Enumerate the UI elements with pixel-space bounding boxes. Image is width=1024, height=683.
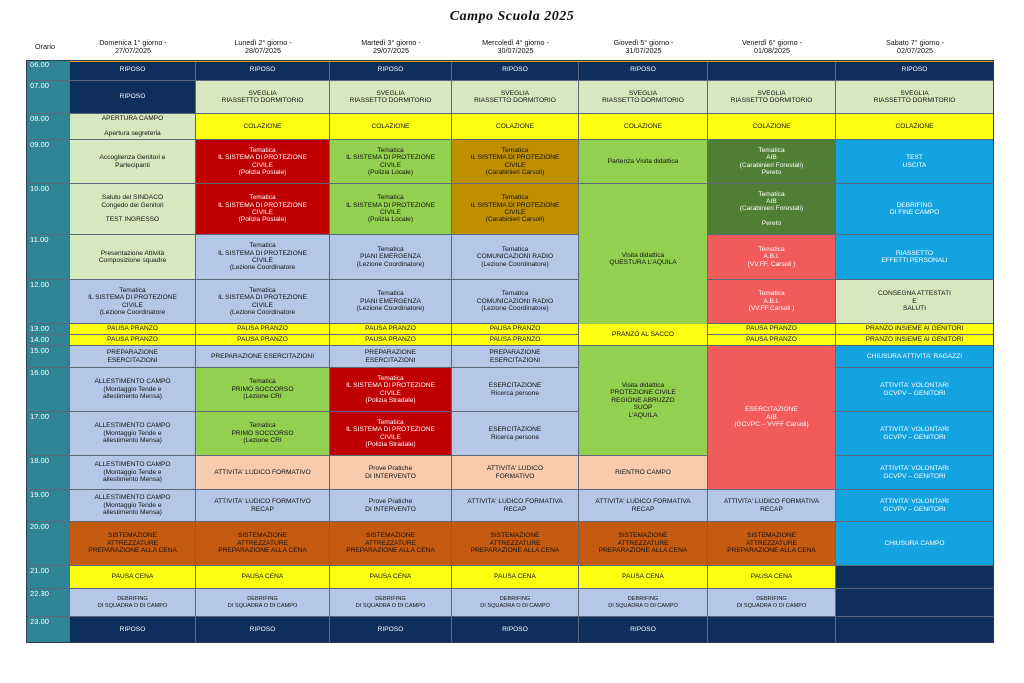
schedule-cell (579, 140, 708, 184)
time-slot (26, 60, 70, 81)
schedule-cell (452, 589, 579, 617)
activity-text: SVEGLIA RIASSETTO DORMITORIO (221, 89, 304, 104)
time-slot (26, 368, 70, 412)
activity-text: PRANZO INSIEME AI GENITORI (865, 325, 964, 333)
activity-text: SISTEMAZIONE ATTREZZATURE PREPARAZIONE ALLA CENA (727, 532, 816, 555)
time-label: 12.00 (30, 280, 50, 289)
schedule-cell (579, 324, 708, 346)
activity-text: RIPOSO (377, 66, 404, 74)
activity-text: PRANZO INSIEME AI GENITORI (865, 336, 964, 344)
schedule-cell (196, 280, 330, 324)
schedule-cell (452, 368, 579, 412)
schedule-cell (836, 346, 994, 368)
activity-text: RIPOSO (630, 66, 656, 74)
schedule-cell (196, 114, 330, 140)
activity-text: PAUSA PRANZO (237, 336, 288, 344)
activity-text: SVEGLIA RIASSETTO DORMITORIO (730, 89, 813, 104)
activity-text: PAUSA PRANZO (365, 325, 416, 333)
schedule-cell (836, 324, 994, 335)
activity-text: RIPOSO (377, 625, 404, 633)
schedule-cell (452, 346, 579, 368)
schedule-cell (330, 346, 452, 368)
column-header-label: Sabato 7° giorno - 02/07/2025 (885, 37, 945, 55)
schedule-cell (70, 346, 196, 368)
activity-text: ALLESTIMENTO CAMPO (Montaggio Tende e allestimento Mensa) (94, 422, 171, 445)
activity-text: Tematica IL SISTEMA DI PROTEZIONE CIVILE (Polizia Locale) (346, 194, 435, 224)
activity-text: PAUSA PRANZO (237, 325, 288, 333)
schedule-cell (196, 412, 330, 456)
activity-text: Tematica AIB (Carabinieri Forestali) Pereto (739, 146, 804, 176)
schedule-cell (708, 346, 836, 490)
time-label: 08.00 (30, 114, 50, 123)
column-header-label: Martedì 3° giorno - 29/07/2025 (361, 37, 421, 55)
activity-text: TEST USCITA (902, 154, 927, 169)
activity-text: PAUSA CENA (750, 573, 793, 581)
schedule-cell (836, 456, 994, 490)
schedule-cell (196, 335, 330, 346)
schedule-cell (452, 184, 579, 235)
activity-text: SVEGLIA RIASSETTO DORMITORIO (873, 89, 956, 104)
activity-text: PAUSA CENA (111, 573, 154, 581)
activity-text: ATTIVITA' VOLONTARI GCVPV – GENITORI (880, 498, 949, 513)
column-header-label: Venerdì 6° giorno - 01/08/2025 (741, 37, 802, 55)
schedule-cell (330, 589, 452, 617)
activity-text: Tematica IL SISTEMA DI PROTEZIONE CIVILE (Carabinieri Carsoli) (470, 146, 560, 176)
schedule-cell (196, 235, 330, 280)
time-slot (26, 589, 70, 617)
schedule-cell (452, 60, 579, 81)
schedule-cell (579, 184, 708, 335)
activity-text: ATTIVITA' LUDICO FORMATIVA RECAP (595, 498, 691, 513)
schedule-cell (452, 280, 579, 324)
schedule-cell (708, 490, 836, 522)
activity-text: PAUSA CENA (241, 573, 284, 581)
schedule-cell (70, 335, 196, 346)
activity-text: PAUSA PRANZO (365, 336, 416, 344)
schedule-cell (836, 60, 994, 81)
schedule-cell (196, 81, 330, 114)
schedule-cell (836, 412, 994, 456)
schedule-cell (452, 490, 579, 522)
activity-text: Tematica COMUNICAZIONI RADIO (Lezione Coordinatore) (476, 290, 554, 313)
schedule-cell (836, 81, 994, 114)
schedule-cell (708, 60, 836, 81)
activity-text: RIPOSO (119, 93, 146, 101)
schedule-cell (196, 522, 330, 566)
activity-text: PREPARAZIONE ESERCITAZIONI (489, 349, 541, 364)
activity-text: APERTURA CAMPO Apertura segreteria (101, 115, 164, 138)
schedule-cell (452, 335, 579, 346)
activity-text: RIPOSO (630, 625, 656, 633)
schedule-cell (708, 140, 836, 184)
time-slot (26, 335, 70, 346)
activity-text: RIPOSO (119, 66, 146, 74)
activity-text: Tematica IL SISTEMA DI PROTEZIONE CIVILE (Polizia Locale) (346, 146, 435, 176)
schedule-cell (836, 522, 994, 566)
time-slot (26, 522, 70, 566)
activity-text: Tematica IL SISTEMA DI PROTEZIONE CIVILE (Polizia Stradale) (346, 418, 435, 448)
schedule-cell (836, 617, 994, 643)
activity-text: CHIUSURA ATTIVITA' RAGAZZI (866, 352, 963, 360)
activity-text: SISTEMAZIONE ATTREZZATURE PREPARAZIONE ALLA CENA (346, 532, 435, 555)
column-header-dom (70, 36, 196, 58)
schedule-cell (836, 566, 994, 589)
time-slot (26, 81, 70, 114)
schedule-cell (579, 617, 708, 643)
schedule-cell (196, 140, 330, 184)
activity-text: Tematica IL SISTEMA DI PROTEZIONE CIVILE (Lezione Coordinatore (218, 286, 307, 316)
time-label: 07.00 (30, 81, 50, 90)
activity-text: Accoglienza Genitori e Partecipanti (99, 154, 166, 169)
activity-text: PAUSA PRANZO (107, 325, 158, 333)
activity-text: Tematica IL SISTEMA DI PROTEZIONE CIVILE (Polizia Postale) (218, 194, 307, 224)
time-slot (26, 280, 70, 324)
activity-text: SVEGLIA RIASSETTO DORMITORIO (602, 89, 684, 104)
activity-text: Tematica IL SISTEMA DI PROTEZIONE CIVILE (Lezione Coordinatore (88, 286, 177, 316)
activity-text: ALLESTIMENTO CAMPO (Montaggio Tende e allestimento Mensa) (94, 461, 171, 484)
time-label: 09.00 (30, 140, 50, 149)
schedule-cell (330, 617, 452, 643)
activity-text: PAUSA CENA (369, 573, 412, 581)
activity-text: Tematica PIANI EMERGENZA (Lezione Coordinatore) (356, 290, 425, 313)
time-label: 17.00 (30, 412, 50, 421)
activity-text: DEBRIFING DI SQUADRA O DI CAMPO (227, 596, 298, 609)
activity-text: ATTIVITA' LUDICO FORMATIVA RECAP (723, 498, 820, 513)
activity-text: Tematica PRIMO SOCCORSO (Lezione CRI (231, 422, 294, 445)
column-header-mer (452, 36, 579, 58)
column-header-label: Mercoledì 4° giorno - 30/07/2025 (482, 37, 549, 55)
schedule-cell (579, 456, 708, 490)
activity-text: CHIUSURA CAMPO (884, 539, 945, 547)
schedule-cell (70, 490, 196, 522)
schedule-cell (196, 456, 330, 490)
schedule-cell (196, 60, 330, 81)
activity-text: PRANZO AL SACCO (611, 330, 675, 338)
schedule-cell (836, 368, 994, 412)
page-title: Campo Scuola 2025 (449, 9, 575, 24)
activity-text: SISTEMAZIONE ATTREZZATURE PREPARAZIONE ALLA CENA (470, 532, 560, 555)
time-label: 22.30 (30, 589, 50, 598)
schedule-cell (452, 324, 579, 335)
activity-text: PAUSA CENA (622, 573, 664, 581)
time-label: 11.00 (30, 235, 49, 244)
schedule-cell (836, 114, 994, 140)
activity-text: COLAZIONE (752, 122, 791, 130)
activity-text: DEBRIFING DI SQUADRA O DI CAMPO (736, 596, 807, 609)
time-slot (26, 490, 70, 522)
time-label: 18.00 (30, 456, 50, 465)
schedule-cell (196, 490, 330, 522)
schedule-cell (708, 81, 836, 114)
schedule-cell (836, 140, 994, 184)
schedule-cell (330, 280, 452, 324)
activity-text: Tematica PIANI EMERGENZA (Lezione Coordinatore) (356, 245, 425, 268)
activity-text: ATTIVITA' LUDICO FORMATIVO RECAP (214, 498, 311, 513)
activity-text: ESERCITAZIONE Ricerca persone (488, 382, 542, 397)
schedule-cell (70, 60, 196, 81)
schedule-cell (452, 412, 579, 456)
activity-text: DEBRIFING DI FINE CAMPO (889, 201, 940, 216)
activity-text: SVEGLIA RIASSETTO DORMITORIO (474, 89, 556, 104)
activity-text: Tematica IL SISTEMA DI PROTEZIONE CIVILE (Polizia Stradale) (346, 374, 435, 404)
activity-text: Partenza Visita didattica (607, 157, 679, 165)
schedule-cell (708, 280, 836, 324)
time-slot (26, 346, 70, 368)
activity-text: PAUSA PRANZO (746, 325, 797, 333)
schedule-cell (452, 566, 579, 589)
time-label: 15.00 (30, 346, 50, 355)
column-header-gio (579, 36, 708, 58)
schedule-cell (70, 589, 196, 617)
time-slot (26, 114, 70, 140)
time-slot (26, 412, 70, 456)
schedule-cell (579, 81, 708, 114)
activity-text: Tematica PRIMO SOCCORSO (Lezione CRI (231, 378, 294, 401)
schedule-cell (70, 412, 196, 456)
schedule-cell (196, 184, 330, 235)
column-header-label: Lunedì 2° giorno - 28/07/2025 (234, 37, 292, 55)
activity-text: DEBRIFING DI SQUADRA O DI CAMPO (480, 596, 550, 609)
schedule-cell (579, 114, 708, 140)
activity-text: Tematica IL SISTEMA DI PROTEZIONE CIVILE (Polizia Postale) (218, 146, 307, 176)
schedule-cell (70, 140, 196, 184)
schedule-cell (836, 335, 994, 346)
schedule-cell (330, 522, 452, 566)
schedule-cell (452, 140, 579, 184)
schedule-cell (452, 617, 579, 643)
activity-text: PREPARAZIONE ESERCITAZIONI (210, 352, 315, 360)
activity-text: RIPOSO (901, 66, 928, 74)
schedule-cell (836, 589, 994, 617)
activity-text: SISTEMAZIONE ATTREZZATURE PREPARAZIONE ALLA CENA (88, 532, 177, 555)
schedule-cell (708, 522, 836, 566)
activity-text: ATTIVITA' LUDICO FORMATIVA RECAP (467, 498, 563, 513)
activity-text: COLAZIONE (371, 122, 410, 130)
schedule-cell (196, 368, 330, 412)
column-header-sab (836, 36, 994, 58)
activity-text: ATTIVITA' LUDICO FORMATIVO (214, 468, 311, 476)
activity-text: ATTIVITA' VOLONTARI GCVPV – GENITORI (880, 382, 949, 397)
schedule-cell (330, 566, 452, 589)
activity-text: Presentazione Attività Composizione squadre (98, 249, 167, 264)
schedule-cell (196, 324, 330, 335)
time-label: 14.00 (30, 335, 50, 344)
schedule-cell (196, 617, 330, 643)
schedule-cell (70, 324, 196, 335)
activity-text: PAUSA CENA (494, 573, 536, 581)
schedule-cell (330, 324, 452, 335)
activity-text: SISTEMAZIONE ATTREZZATURE PREPARAZIONE ALLA CENA (218, 532, 307, 555)
schedule-cell (452, 456, 579, 490)
activity-text: COLAZIONE (243, 122, 282, 130)
schedule-cell (836, 235, 994, 280)
activity-text: Visita didattica PROTEZIONE CIVILE REGIONE ABRUZZO SUOP L'AQUILA (610, 382, 676, 419)
time-slot (26, 140, 70, 184)
column-header-label: Domenica 1° giorno - 27/07/2025 (99, 37, 167, 55)
time-label: 23.00 (30, 617, 50, 626)
column-header-mar (330, 36, 452, 58)
schedule-cell (836, 490, 994, 522)
activity-text: Tematica A.B.I. (VV.FF. Carsoli ) (747, 245, 796, 268)
activity-text: ALLESTIMENTO CAMPO (Montaggio Tende e allestimento Mensa) (94, 494, 171, 517)
activity-text: PREPARAZIONE ESERCITAZIONI (364, 349, 417, 364)
activity-text: PREPARAZIONE ESERCITAZIONI (106, 349, 159, 364)
column-header-label: Giovedì 5° giorno - 31/07/2025 (613, 37, 674, 55)
schedule-cell (452, 522, 579, 566)
schedule-cell (330, 412, 452, 456)
activity-text: COLAZIONE (495, 122, 535, 130)
time-slot (26, 324, 70, 335)
schedule-cell (708, 617, 836, 643)
schedule-cell (452, 81, 579, 114)
schedule-cell (708, 114, 836, 140)
schedule-cell (836, 280, 994, 324)
schedule-cell (452, 235, 579, 280)
activity-text: SVEGLIA RIASSETTO DORMITORIO (349, 89, 432, 104)
schedule-cell (330, 184, 452, 235)
activity-text: ATTIVITA' VOLONTARI GCVPV – GENITORI (880, 426, 949, 441)
schedule-cell (70, 114, 196, 140)
schedule-cell (452, 114, 579, 140)
activity-text: RIPOSO (249, 66, 276, 74)
activity-text: Prove Pratiche DI INTERVENTO (365, 498, 416, 513)
schedule-cell (196, 346, 330, 368)
activity-text: RIPOSO (249, 625, 276, 633)
activity-text: DEBRIFING DI SQUADRA O DI CAMPO (355, 596, 426, 609)
schedule-cell (70, 522, 196, 566)
schedule-cell (196, 589, 330, 617)
activity-text: ESERCITAZIONE Ricerca persone (488, 426, 542, 441)
top-accent-line (70, 60, 994, 62)
time-label: 19.00 (30, 490, 50, 499)
time-slot (26, 617, 70, 643)
activity-text: COLAZIONE (895, 122, 934, 130)
activity-text: RIPOSO (502, 625, 528, 633)
activity-text: Tematica AIB (Carabinieri Forestali) Pereto (739, 190, 804, 228)
activity-text: ESERCITAZIONE AIB (GCVPC – VVFF Carsoli) (734, 406, 809, 429)
schedule-cell (330, 490, 452, 522)
schedule-cell (579, 60, 708, 81)
time-slot (26, 566, 70, 589)
schedule-cell (330, 140, 452, 184)
time-label: 06.00 (30, 60, 50, 69)
schedule-cell (579, 490, 708, 522)
time-label: 13.00 (30, 324, 50, 333)
schedule-cell (196, 566, 330, 589)
activity-text: Tematica A.B.I. (VV.FF.Carsoli ) (748, 290, 795, 313)
activity-text: DEBRIFING DI SQUADRA O DI CAMPO (97, 596, 168, 609)
schedule-cell (70, 235, 196, 280)
time-label: 10.00 (30, 184, 50, 193)
schedule-cell (708, 589, 836, 617)
column-header-lun (196, 36, 330, 58)
schedule-cell (70, 617, 196, 643)
activity-text: ATTIVITA' VOLONTARI GCVPV – GENITORI (880, 465, 949, 480)
schedule-cell (70, 280, 196, 324)
schedule-cell (579, 522, 708, 566)
time-label: 20.00 (30, 522, 50, 531)
time-slot (26, 235, 70, 280)
activity-text: PAUSA PRANZO (489, 325, 541, 333)
time-slot (26, 184, 70, 235)
activity-text: PAUSA PRANZO (489, 336, 541, 344)
schedule-cell (708, 335, 836, 346)
activity-text: Tematica COMUNICAZIONI RADIO (Lezione Coordinatore) (476, 245, 554, 268)
schedule-cell (708, 566, 836, 589)
activity-text: RIPOSO (119, 625, 146, 633)
schedule-cell (330, 368, 452, 412)
schedule-cell (330, 81, 452, 114)
activity-text: DEBRIFING DI SQUADRA O DI CAMPO (608, 596, 678, 609)
activity-text: PAUSA PRANZO (746, 336, 797, 344)
schedule-cell (579, 566, 708, 589)
column-header-label: Orario (35, 41, 55, 51)
activity-text: RIASSETTO EFFETTI PERSONALI (881, 249, 948, 264)
schedule-cell (330, 235, 452, 280)
activity-text: ATTIVITA' LUDICO FORMATIVO (487, 465, 543, 480)
time-label: 16.00 (30, 368, 50, 377)
column-header-ven (708, 36, 836, 58)
activity-text: Prove Pratiche DI INTERVENTO (365, 465, 416, 480)
schedule-cell (330, 456, 452, 490)
schedule-cell (70, 368, 196, 412)
activity-text: Tematica IL SISTEMA DI PROTEZIONE CIVILE (Carabinieri Carsoli) (470, 194, 560, 224)
schedule-cell (708, 184, 836, 235)
activity-text: Visita didattica QUESTURA L'AQUILA (609, 251, 677, 266)
schedule-cell (330, 335, 452, 346)
schedule-cell (330, 114, 452, 140)
activity-text: CONSEGNA ATTESTATI E SALUTI (878, 290, 951, 313)
schedule-cell (579, 589, 708, 617)
schedule-cell (70, 566, 196, 589)
activity-text: Tematica IL SISTEMA DI PROTEZIONE CIVILE (Lezione Coordinatore (218, 242, 307, 272)
schedule-cell (70, 184, 196, 235)
schedule-cell (330, 60, 452, 81)
activity-text: RIPOSO (502, 66, 528, 74)
activity-text: PAUSA PRANZO (107, 336, 158, 344)
schedule-cell (579, 346, 708, 456)
activity-text: COLAZIONE (623, 122, 663, 130)
activity-text: SISTEMAZIONE ATTREZZATURE PREPARAZIONE ALLA CENA (598, 532, 688, 555)
activity-text: RIENTRO CAMPO (615, 468, 671, 476)
time-slot (26, 456, 70, 490)
activity-text: ALLESTIMENTO CAMPO (Montaggio Tende e allestimento Mensa) (94, 378, 171, 401)
schedule-cell (836, 184, 994, 235)
activity-text: Saluto del SINDACO Congedo dei Genitori TEST INGRESSO (101, 194, 164, 224)
schedule-cell (708, 324, 836, 335)
schedule-cell (708, 235, 836, 280)
time-label: 21.00 (30, 566, 50, 575)
schedule-cell (70, 456, 196, 490)
schedule-cell (70, 81, 196, 114)
